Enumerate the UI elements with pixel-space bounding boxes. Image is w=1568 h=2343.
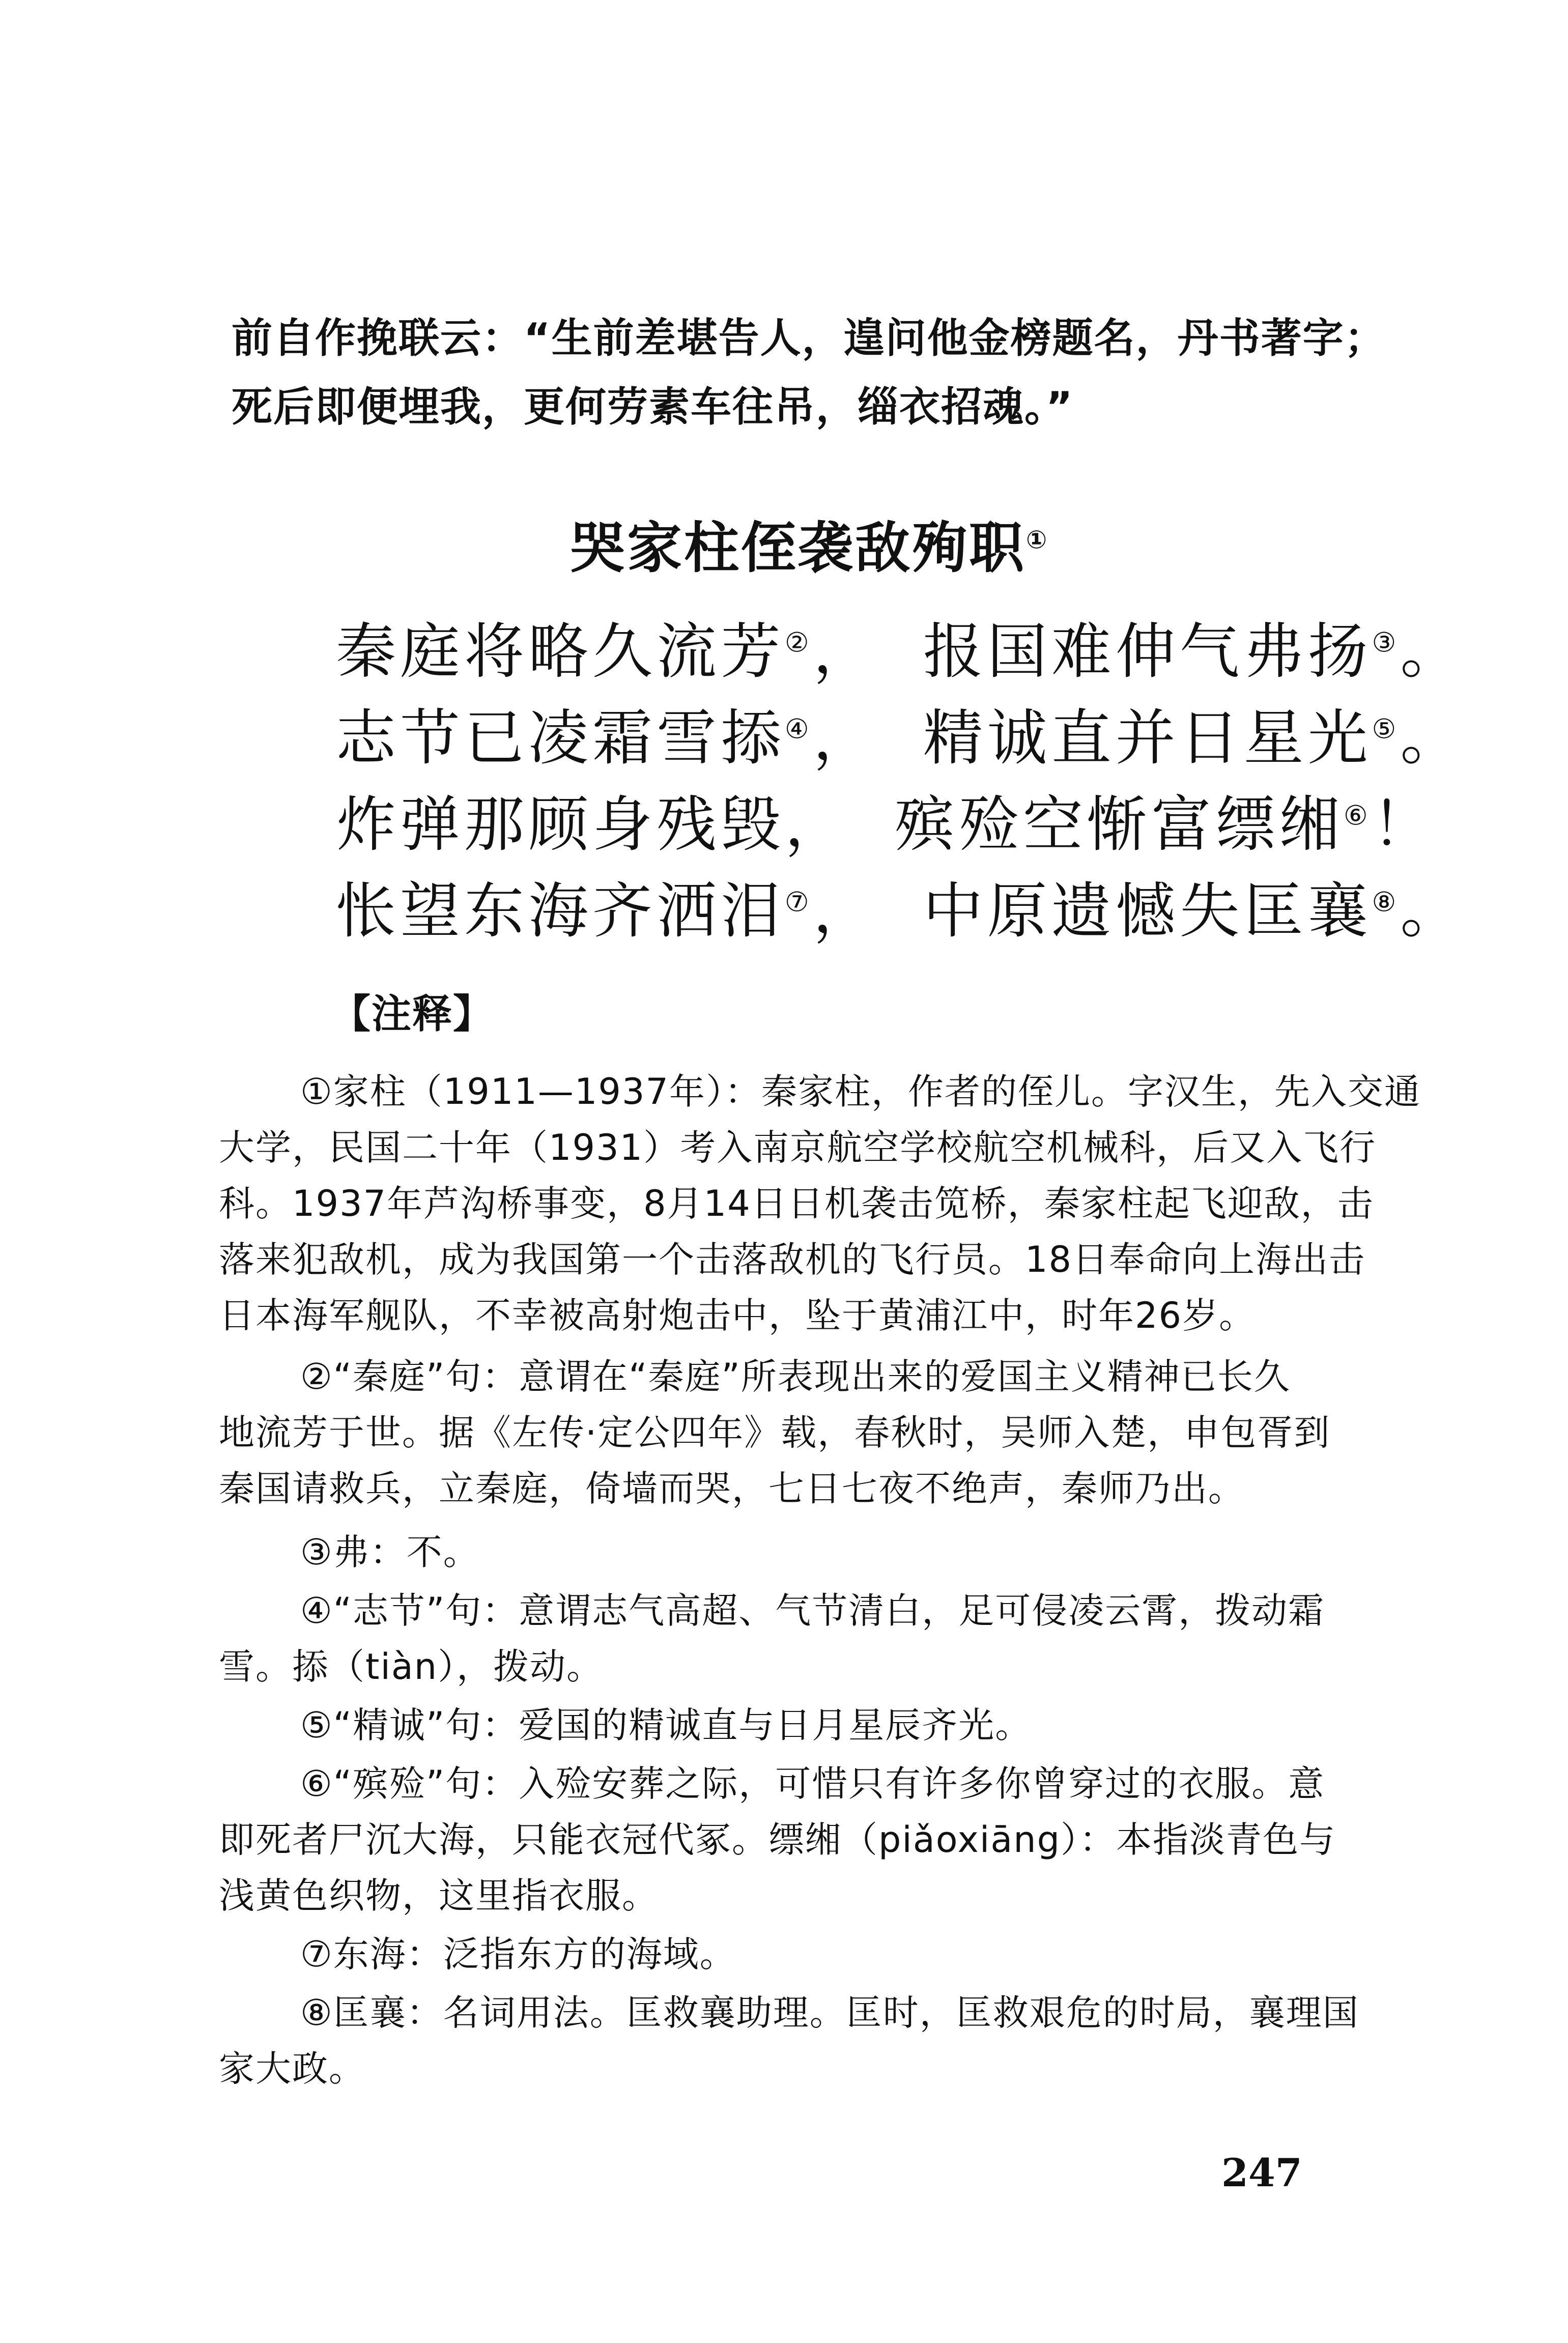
notes-heading: 【注释】 [331, 991, 494, 1037]
poem-line-2 [336, 700, 1464, 776]
footnote-ref: ③ [1372, 626, 1401, 659]
poem-line-4-second-half: 中原遗憾失匡襄 [923, 876, 1372, 946]
poem-line-1-second-half: 报国难伸气弗扬 [923, 616, 1372, 687]
poem-punct: ， [813, 876, 877, 946]
page-number: 247 [1221, 2150, 1302, 2195]
note-line: ②“秦庭”句：意谓在“秦庭”所表现出来的爱国主义精神已长久 [300, 1356, 1291, 1397]
poem-line-4-first-half: 怅望东海齐洒泪 [336, 876, 785, 946]
note-line: 地流芳于世。据《左传·定公四年》载，春秋时，吴师入楚，申包胥到 [219, 1412, 1331, 1453]
note-line: ①家柱（1911—1937年）：秦家柱，作者的侄儿。字汉生，先入交通 [300, 1071, 1421, 1112]
note-line: 科。1937年芦沟桥事变，8月14日日机袭击笕桥，秦家柱起飞迎敌，击 [219, 1183, 1374, 1224]
poem-line-1-first-half: 秦庭将略久流芳 [336, 616, 785, 687]
poem-punct: 。 [1400, 703, 1465, 773]
note-line: 日本海军舰队，不幸被高射炮击中，坠于黄浦江中，时年26岁。 [219, 1295, 1256, 1336]
poem-line-1 [336, 613, 1464, 690]
poem-line-4 [336, 873, 1464, 949]
footnote-ref: ⑤ [1372, 713, 1401, 745]
poem-punct: ， [785, 789, 849, 860]
note-line: 家大政。 [219, 2048, 365, 2090]
note-line: 秦国请救兵，立秦庭，倚墙而哭，七日七夜不绝声，秦师乃出。 [219, 1468, 1245, 1509]
poem-title [570, 504, 1049, 583]
footnote-ref: ② [785, 626, 813, 659]
poem-title-text: 哭家柱侄袭敌殉职 [570, 517, 1027, 580]
note-line: ③弗：不。 [300, 1531, 480, 1573]
note-line: ⑧匡襄：名词用法。匡救襄助理。匡时，匡救艰危的时局，襄理国 [300, 1992, 1359, 2034]
note-line: ⑥“殡殓”句：入殓安葬之际，可惜只有许多你曾穿过的衣服。意 [300, 1763, 1325, 1805]
poem-punct: 。 [1400, 876, 1465, 946]
note-line: 浅黄色织物，这里指衣服。 [219, 1875, 659, 1917]
poem-punct: ！ [1372, 789, 1436, 860]
note-line: ⑦东海：泛指东方的海域。 [300, 1933, 736, 1975]
intro-line-1: 前自作挽联云：“生前差堪告人，遑问他金榜题名，丹书著字； [232, 315, 1386, 362]
poem-line-3 [336, 786, 1436, 863]
note-line: ④“志节”句：意谓志气高超、气节清白，足可侵凌云霄，拨动霜 [300, 1590, 1325, 1632]
footnote-ref: ⑦ [785, 886, 813, 918]
note-line: 大学，民国二十年（1931）考入南京航空学校航空机械科，后又入飞行 [219, 1127, 1377, 1168]
note-line: 雪。掭（tiàn），拨动。 [219, 1646, 604, 1688]
poem-punct: 。 [1400, 616, 1465, 687]
footnote-ref: ④ [785, 713, 813, 745]
poem-line-2-first-half: 志节已凌霜雪掭 [336, 703, 785, 773]
poem-line-2-second-half: 精诚直并日星光 [923, 703, 1372, 773]
footnote-ref: ① [1026, 526, 1049, 554]
intro-line-2: 死后即便埋我，更何劳素车往吊，缁衣招魂。” [232, 383, 1074, 431]
poem-line-3-first-half: 炸弹那顾身残毁 [336, 789, 785, 860]
note-line: ⑤“精诚”句：爱国的精诚直与日月星辰齐光。 [300, 1704, 1032, 1746]
poem-punct: ， [813, 616, 877, 687]
footnote-ref: ⑧ [1372, 886, 1401, 918]
note-line: 即死者尸沉大海，只能衣冠代冢。缥缃（piǎoxiāng）：本指淡青色与 [219, 1819, 1336, 1861]
footnote-ref: ⑥ [1344, 799, 1372, 832]
poem-line-3-second-half: 殡殓空惭富缥缃 [895, 789, 1344, 860]
poem-punct: ， [813, 703, 877, 773]
note-line: 落来犯敌机，成为我国第一个击落敌机的飞行员。18日奉命向上海出击 [219, 1239, 1366, 1280]
